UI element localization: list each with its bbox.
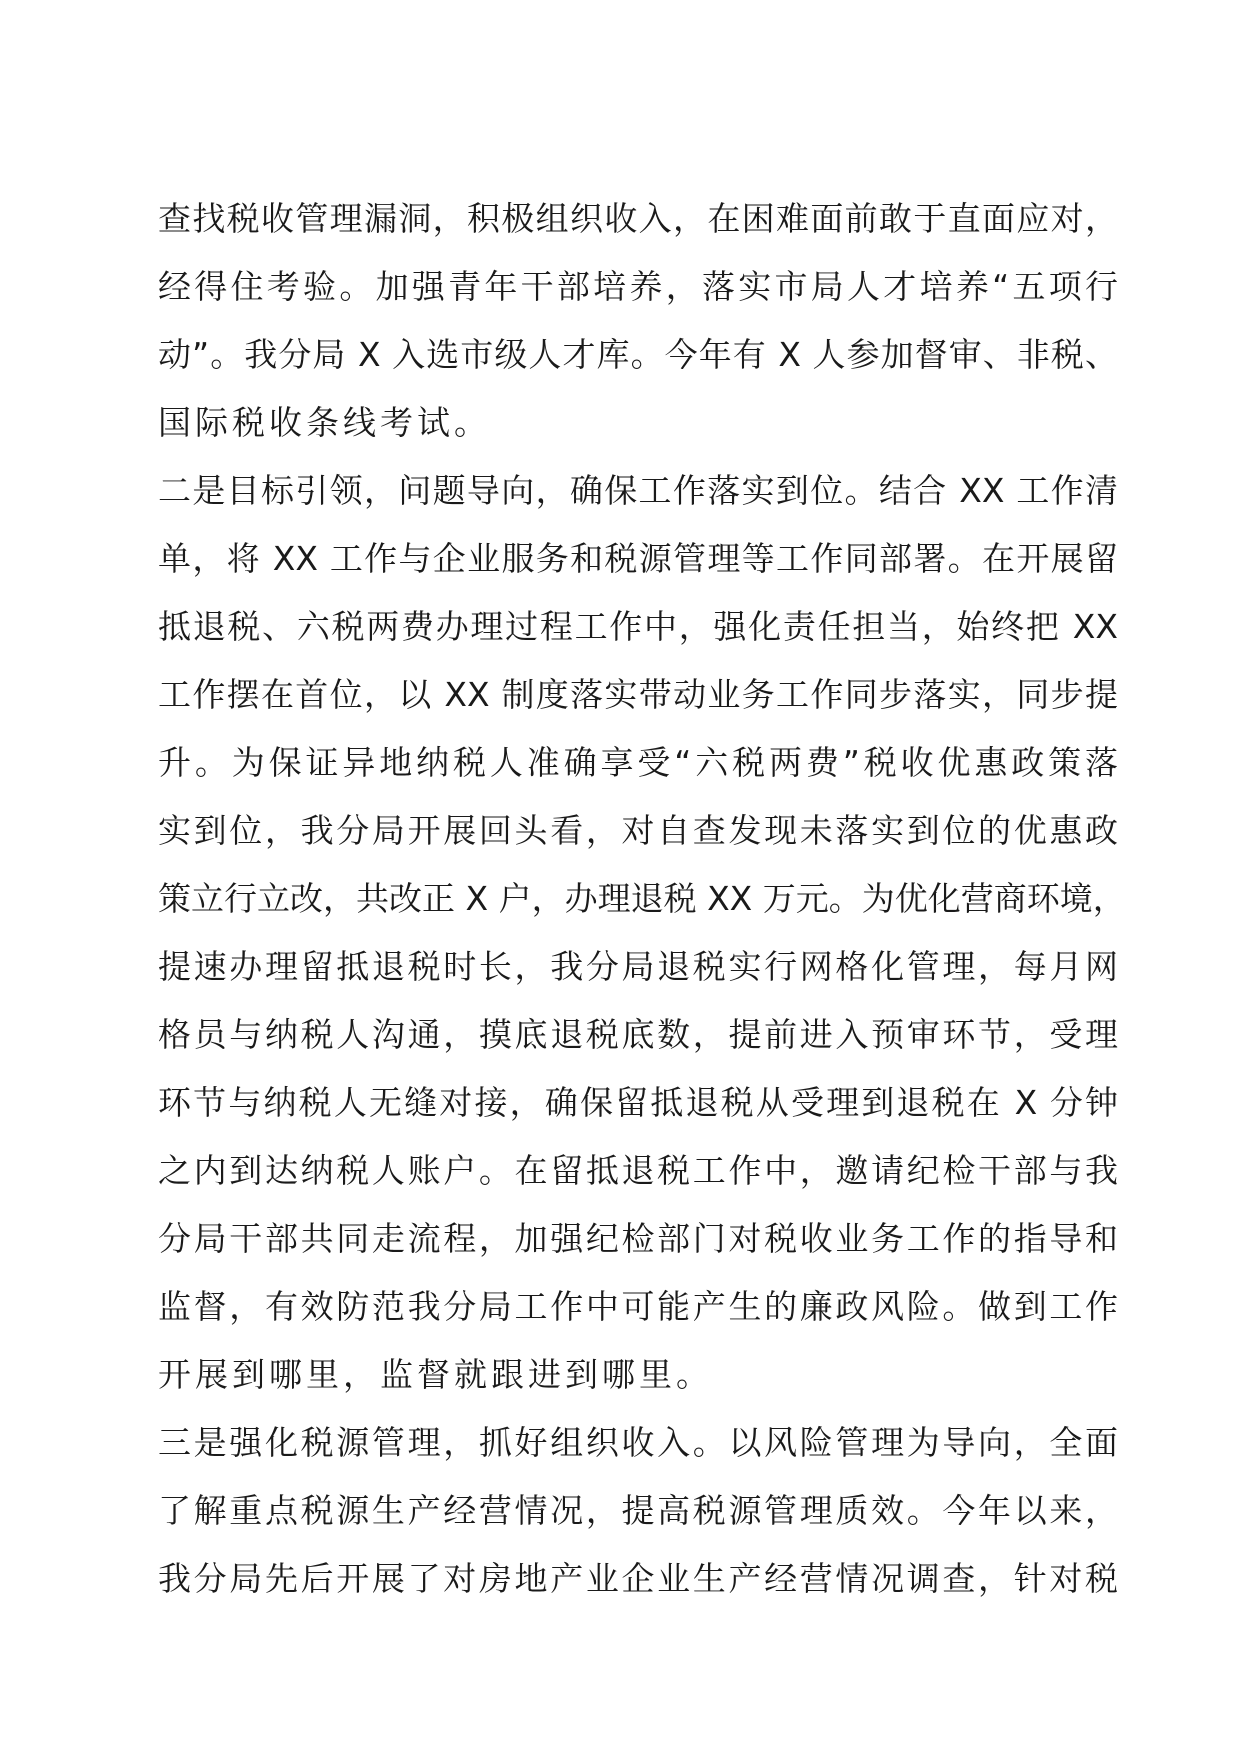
text-line: 格员与纳税人沟通，摸底退税底数，提前进入预审环节，受理 (158, 1015, 1118, 1054)
text-line: 监督，有效防范我分局工作中可能产生的廉政风险。做到工作 (158, 1287, 1118, 1326)
text-line: 策立行立改，共改正 X 户，办理退税 XX 万元。为优化营商环境， (158, 879, 1126, 918)
text-line: 我分局先后开展了对房地产业企业生产经营情况调查，针对税 (158, 1559, 1118, 1598)
text-line: 环节与纳税人无缝对接，确保留抵退税从受理到退税在 X 分钟 (158, 1083, 1118, 1122)
text-line: 抵退税、六税两费办理过程工作中，强化责任担当，始终把 XX (158, 607, 1118, 646)
text-line: 单，将 XX 工作与企业服务和税源管理等工作同部署。在开展留 (158, 539, 1118, 578)
text-line: 实到位，我分局开展回头看，对自查发现未落实到位的优惠政 (158, 811, 1118, 850)
text-line: 查找税收管理漏洞，积极组织收入，在困难面前敢于直面应对， (158, 199, 1118, 238)
text-line: 开展到哪里，监督就跟进到哪里。 (158, 1355, 713, 1394)
text-line: 工作摆在首位，以 XX 制度落实带动业务工作同步落实，同步提 (158, 675, 1118, 714)
text-line: 之内到达纳税人账户。在留抵退税工作中，邀请纪检干部与我 (158, 1151, 1118, 1190)
text-line: 分局干部共同走流程，加强纪检部门对税收业务工作的指导和 (158, 1219, 1118, 1258)
text-line: 升。为保证异地纳税人准确享受“六税两费”税收优惠政策落 (158, 743, 1118, 782)
text-line: 二是目标引领，问题导向，确保工作落实到位。结合 XX 工作清 (158, 471, 1118, 510)
text-line: 了解重点税源生产经营情况，提高税源管理质效。今年以来， (158, 1491, 1118, 1530)
text-line: 提速办理留抵退税时长，我分局退税实行网格化管理，每月网 (158, 947, 1118, 986)
document-body (158, 185, 1126, 1613)
text-line: 经得住考验。加强青年干部培养，落实市局人才培养“五项行 (158, 267, 1118, 306)
text-line: 国际税收条线考试。 (158, 403, 491, 442)
text-line: 三是强化税源管理，抓好组织收入。以风险管理为导向，全面 (158, 1423, 1118, 1462)
text-line: 动”。我分局 X 入选市级人才库。今年有 X 人参加督审、非税、 (158, 335, 1118, 374)
